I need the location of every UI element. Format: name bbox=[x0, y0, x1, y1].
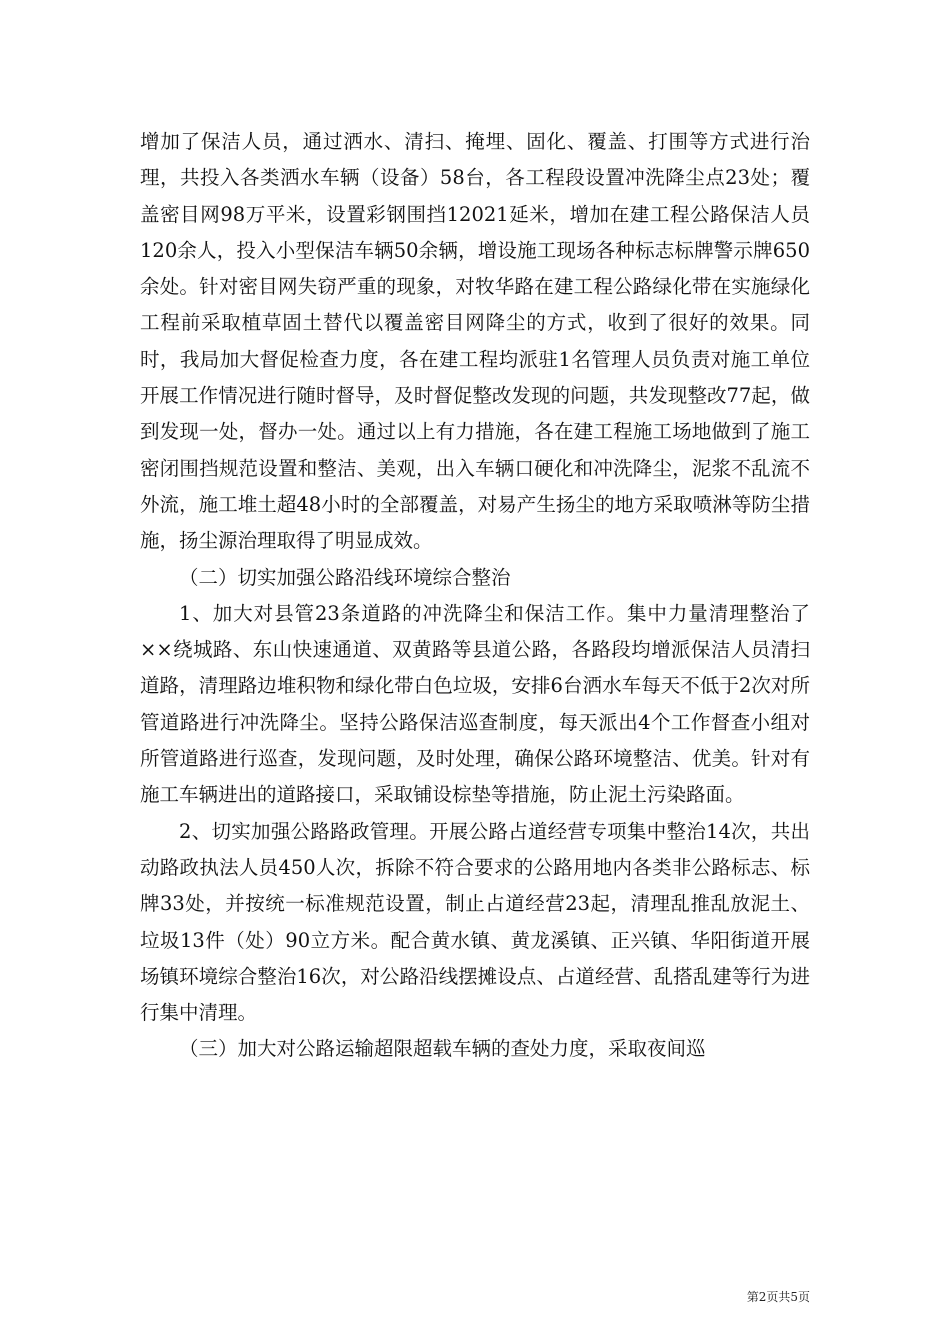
page-number: 第2页共5页 bbox=[746, 1290, 810, 1304]
paragraph-road-administration: 2、切实加强公路路政管理。开展公路占道经营专项集中整治14次，共出动路政执法人员450人次，拆除不符合要求的公路用地内各类非公路标志、标牌33处，并按统一标准规范设置，制止占道经营23起，清理乱推乱放泥土、垃圾13件（处）90立方米。配合黄水镇、黄龙溪镇、正兴镇、华阳街道开展场镇环境综合整治16次，对公路沿线摆摊设点、占道经营、乱搭乱建等行为进行集中清理。 bbox=[140, 819, 810, 1025]
document-body bbox=[140, 124, 810, 1068]
section-heading-2: （二）切实加强公路沿线环境综合整治 bbox=[179, 565, 511, 589]
paragraph-road-cleaning: 1、加大对县管23条道路的冲洗降尘和保洁工作。集中力量清理整治了××绕城路、东山快速通道、双黄路等县道公路，各路段均增派保洁人员清扫道路，清理路边堆积物和绿化带白色垃圾，安排6台洒水车每天不低于2次对所管道路进行冲洗降尘。坚持公路保洁巡查制度，每天派出4个工作督查小组对所管道路进行巡查，发现问题，及时处理，确保公路环境整洁、优美。针对有施工车辆进出的道路接口，采取铺设棕垫等措施，防止泥土污染路面。 bbox=[140, 601, 810, 807]
section-heading-3: （三）加大对公路运输超限超载车辆的查处力度，采取夜间巡 bbox=[179, 1037, 706, 1061]
paragraph-dust-control: 增加了保洁人员，通过洒水、清扫、掩埋、固化、覆盖、打围等方式进行治理，共投入各类洒水车辆（设备）58台，各工程段设置冲洗降尘点23处；覆盖密目网98万平米，设置彩钢围挡12021延米，增加在建工程公路保洁人员120余人，投入小型保洁车辆50余辆，增设施工现场各种标志标牌警示牌650余处。针对密目网失窃严重的现象，对牧华路在建工程公路绿化带在实施绿化工程前采取植草固土替代以覆盖密目网降尘的方式，收到了很好的效果。同时，我局加大督促检查力度，各在建工程均派驻1名管理人员负责对施工单位开展工作情况进行随时督导，及时督促整改发现的问题，共发现整改77起，做到发现一处，督办一处。通过以上有力措施，各在建工程施工场地做到了施工密闭围挡规范设置和整洁、美观，出入车辆口硬化和冲洗降尘，泥浆不乱流不外流，施工堆土超48小时的全部覆盖，对易产生扬尘的地方采取喷淋等防尘措施，扬尘源治理取得了明显成效。 bbox=[140, 130, 810, 553]
